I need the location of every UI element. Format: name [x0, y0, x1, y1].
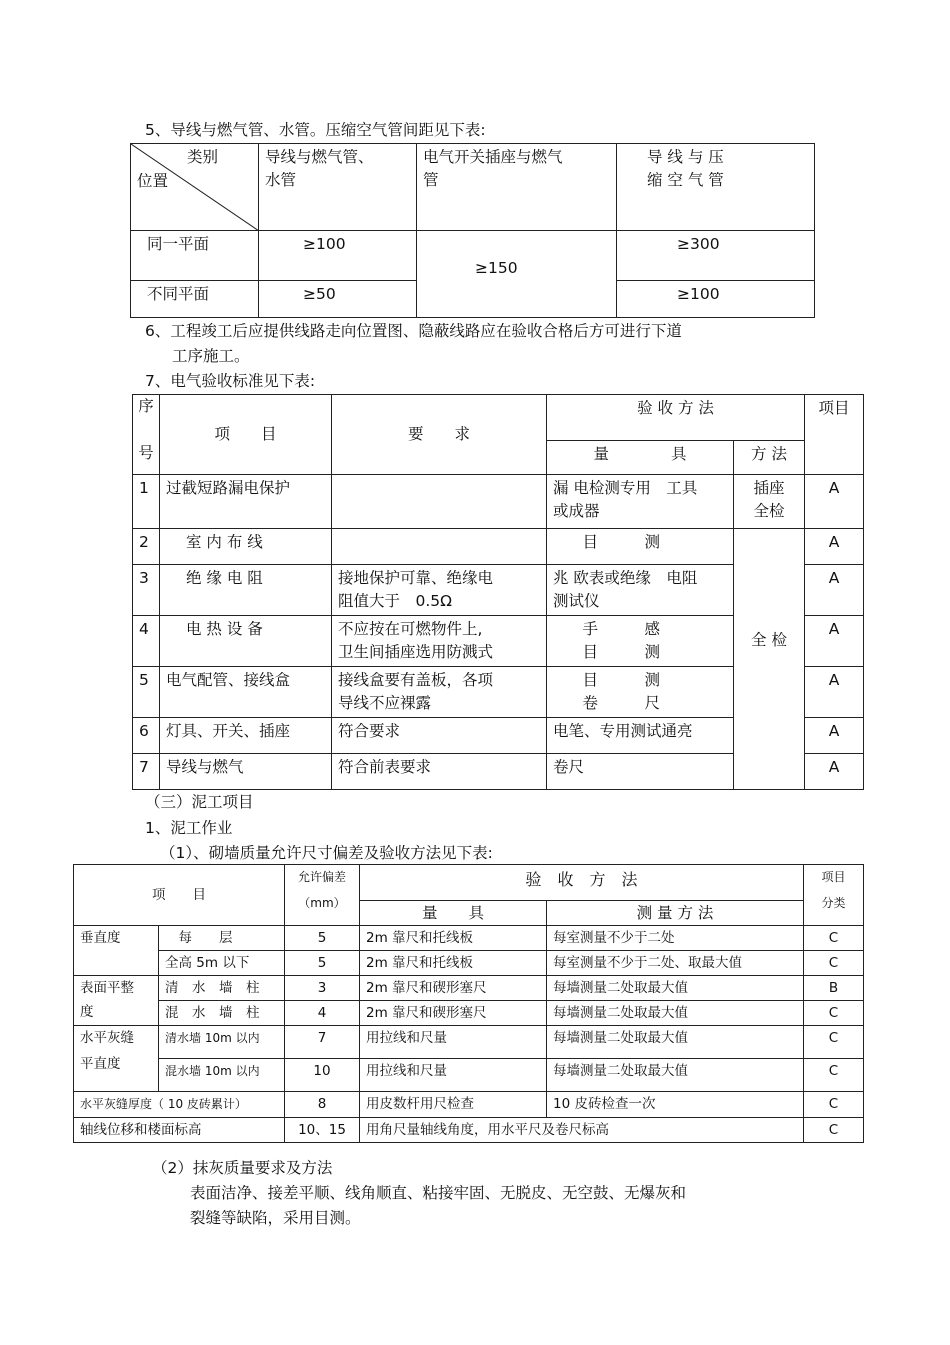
- section-3-heading: （三）泥工项目: [145, 793, 254, 811]
- header-seq: 序 号: [133, 395, 160, 475]
- table-row: 1 过截短路漏电保护 漏 电检测专用 工具 或成器 插座 全检 A: [133, 475, 864, 529]
- header-method: 验 收 方 法: [547, 395, 805, 441]
- header-requirement: 要 求: [332, 395, 547, 475]
- table-row: 轴线位移和楼面标高 10、15 用角尺量轴线角度，用水平尺及卷尺标高 C: [74, 1118, 864, 1143]
- header-switch-socket: 电气开关插座与燃气 管: [417, 144, 617, 231]
- header-item: 项 目: [160, 395, 332, 475]
- cell-value: ≥50: [259, 281, 417, 318]
- section-6-line2: 工序施工。: [172, 347, 250, 365]
- cell-value-merged: ≥150: [417, 231, 617, 318]
- header-deviation: 允许偏差 （mm）: [285, 865, 360, 926]
- table-row: [131, 231, 815, 281]
- table-row: 水平灰缝厚度（ 10 皮砖累计） 8 用皮数杆用尺检查 10 皮砖检查一次 C: [74, 1092, 864, 1118]
- section-7-heading: 7、电气验收标准见下表:: [145, 372, 316, 390]
- plaster-desc-line2: 裂缝等缺陷，采用目测。: [190, 1209, 361, 1227]
- diag-category-label: 类别: [187, 148, 219, 166]
- plaster-desc-line1: 表面洁净、接差平顺、线角顺直、粘接牢固、无脱皮、无空鼓、无爆灰和: [190, 1184, 687, 1202]
- diagonal-header-cell: [131, 144, 259, 231]
- group-vertical: 垂直度: [74, 926, 159, 976]
- section-3-2-heading: （2）抹灰质量要求及方法: [152, 1159, 333, 1177]
- header-wire-gas: 导线与燃气管、 水管: [259, 144, 417, 231]
- table-row: 全高 5m 以下 5 2m 靠尺和托线板 每室测量不少于二处、取最大值 C: [74, 951, 864, 976]
- header-tool: 量 具: [360, 901, 547, 926]
- header-class: 项目 分类: [804, 865, 864, 926]
- group-flatness: 表面平整 度: [74, 976, 159, 1026]
- merged-full-check: 全 检: [734, 529, 805, 790]
- table-row: 混 水 墙 柱 4 2m 靠尺和碶形塞尺 每墙测量二处取最大值 C: [74, 1001, 864, 1026]
- table-row: 垂直度 每 层 5 2m 靠尺和托线板 每室测量不少于二处 C: [74, 926, 864, 951]
- section-3-1-heading: 1、泥工作业: [145, 819, 233, 837]
- electrical-acceptance-table: [132, 394, 864, 790]
- header-compressed-air: 导 线 与 压 缩 空 气 管: [617, 144, 815, 231]
- section-3-1-1-heading: （1）、砌墙质量允许尺寸偏差及验收方法见下表:: [160, 844, 493, 862]
- table-row: 混水墙 10m 以内 10 用拉线和尺量 每墙测量二处取最大值 C: [74, 1059, 864, 1092]
- diag-position-label: 位置: [137, 172, 169, 190]
- header-way: 方 法: [734, 441, 805, 475]
- table-row: 表面平整 度 清 水 墙 柱 3 2m 靠尺和碶形塞尺 每墙测量二处取最大值 B: [74, 976, 864, 1001]
- header-class: 项目: [805, 395, 864, 475]
- header-tool: 量 具: [547, 441, 734, 475]
- cell-value: ≥100: [617, 281, 815, 318]
- header-way: 测 量 方 法: [547, 901, 804, 926]
- section-6-line1: 6、工程竣工后应提供线路走向位置图、隐蔽线路应在验收合格后方可进行下道: [145, 322, 682, 340]
- masonry-tolerance-table: [73, 864, 864, 1143]
- row-position: 同一平面: [131, 231, 259, 281]
- section-5-heading: 5、导线与燃气管、水管。压缩空气管间距见下表:: [145, 121, 486, 139]
- table-row: 3 绝 缘 电 阻 接地保护可靠、绝缘电 阻值大于 0.5Ω 兆 欧表或绝缘 电阻 测试仪 A: [133, 565, 864, 616]
- table-row: 6 灯具、开关、插座 符合要求 电笔、专用测试通亮 A: [133, 718, 864, 754]
- table-row: 5 电气配管、接线盒 接线盒要有盖板，各项 导线不应裸露 目 测 卷 尺 A: [133, 667, 864, 718]
- wire-distance-table: [130, 143, 815, 318]
- header-item: 项 目: [74, 865, 285, 926]
- cell-value: ≥300: [617, 231, 815, 281]
- table-row: 4 电 热 设 备 不应按在可燃物件上, 卫生间插座选用防溅式 手 感 目 测 A: [133, 616, 864, 667]
- table-row: 2 室 内 布 线 目 测 全 检 A: [133, 529, 864, 565]
- cell-value: ≥100: [259, 231, 417, 281]
- group-horizontal-joint: 水平灰缝 平直度: [74, 1026, 159, 1092]
- header-method: 验 收 方 法: [360, 865, 804, 901]
- table-row: 水平灰缝 平直度 清水墙 10m 以内 7 用拉线和尺量 每墙测量二处取最大值 C: [74, 1026, 864, 1059]
- table-row: 7 导线与燃气 符合前表要求 卷尺 A: [133, 754, 864, 790]
- row-position: 不同平面: [131, 281, 259, 318]
